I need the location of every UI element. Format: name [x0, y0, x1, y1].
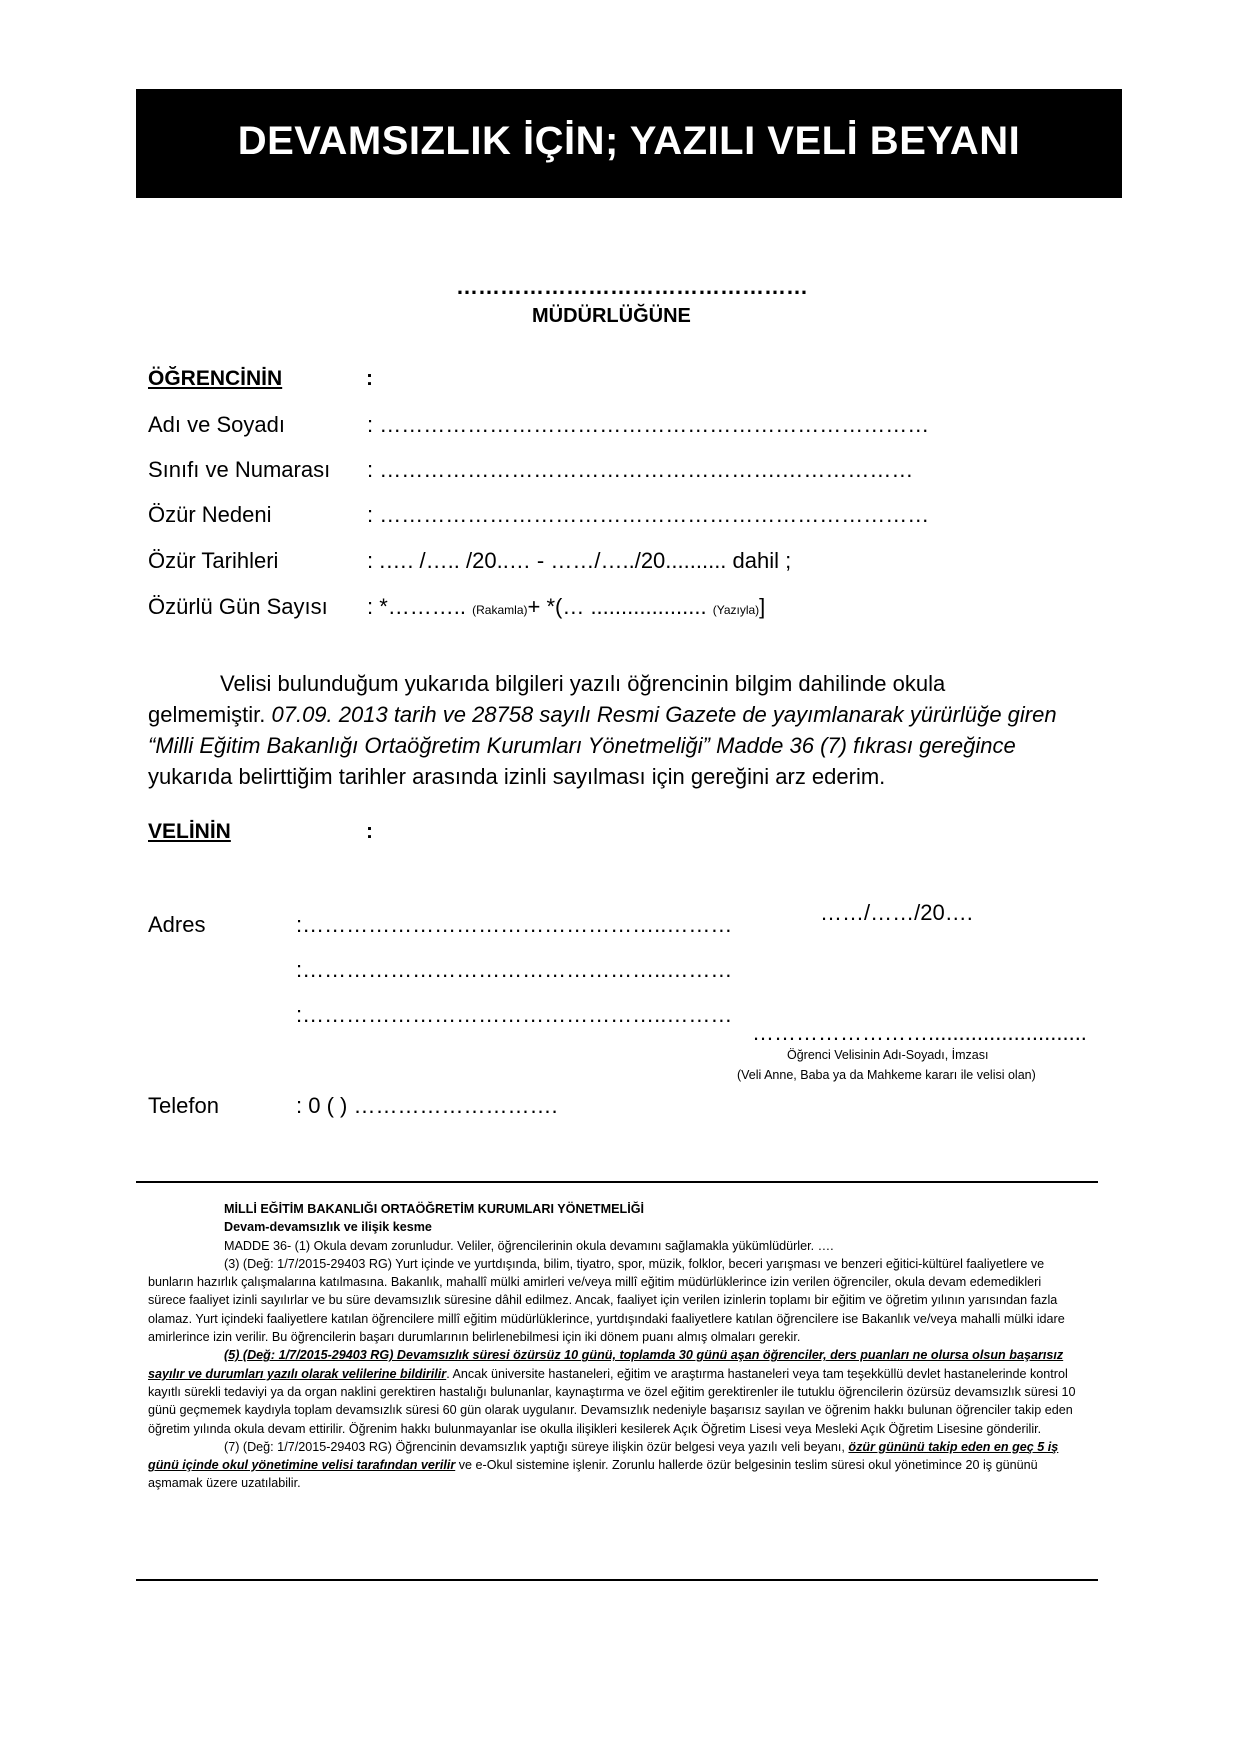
address-label: Adres — [148, 912, 206, 937]
absence-reason-field[interactable]: : ………………………………………………………………… — [367, 502, 930, 527]
address-field-1[interactable]: :…………………………………………..……… — [296, 912, 733, 937]
student-class-label: Sınıfı ve Numarası — [148, 457, 331, 482]
written-hint: (Yazıyla) — [712, 603, 760, 617]
absence-dates-field[interactable]: : .…. /….. /20..… - ……/…../20.......... dahil ; — [367, 548, 792, 573]
regulation-excerpt: MİLLİ EĞİTİM BAKANLIĞI ORTAÖĞRETİM KURUMLARI YÖNETMELİĞİ Devam-devamsızlık ve ilişik kesme MADDE 36- (1) Okula devam zorunludur. Veliler, öğrencilerinin okula devamını sağlamakla yükümlüdürler. …. (3) (Değ: 1/7/2015-29403 RG) Yurt içinde ve yurtdışında, bilim, tiyatro, spor, müzik, folklor, beceri yarışması ve benzeri eğitici-kültürel faaliyetlere ve bunların hazırlık çalışmalarına katılmasına. Bakanlık, mahallî mülki amirleri ve/veya millî eğitim müdürlüklerince izin verilen öğrenciler, okula devam edemedikleri sürece faaliyet izinli sayılırlar ve bu süre devamsızlık süresine dâhil edilmez. Ancak, faaliyet için verilen izinlerin toplamı bir eğitim ve öğretim yılının yarısından fazla olamaz. Yurt içindeki faaliyetlere katılan öğrencilere millî eğitim müdürlüklerince, yurtdışındaki faaliyetlere katılan öğrencilere ise Bakanlık ve/veya mahalli mülki idare amirlerince izin verilir. Bu öğrencilerin başarı durumlarının belirlenebilmesi için iki dönem puanı almış olmaları gerekir. (5) (Değ: 1/7/2015-29403 RG) Devamsızlık süresi özürsüz 10 günü, toplamda 30 günü aşan öğrenciler, ders puanları ne olursa olsun başarısız sayılır ve durumları yazılı olarak velilerine bildirilir. Ancak üniversite hastaneleri, eğitim ve araştırma hastaneleri veya tam teşekküllü devlet hastanelerinde kontrol kayıtlı sürekli tedaviyi ya da organ naklini gerektiren hastalığı bulunanlar, kaynaştırma ve özel eğitim gerektirenler ile tutuklu öğrencilerin özürsüz devamsızlık süresi 10 günü geçmemek kaydıyla toplam devamsızlık süresi 60 gün olarak uygulanır. Devamsızlık nedeniyle başarısız sayılan ve öğrenim hakkı bulunan öğrenciler takip eden öğretim yılında okula devam ettirilir. Öğrenim hakkı bulunmayanlar ise okulla ilişikleri kesilerek Açık Öğretim Lisesi veya Mesleki Açık Öğretim Lisesine gönderilir. (7) (Değ: 1/7/2015-29403 RG) Öğrencinin devamsızlık yaptığı süreye ilişkin özür belgesi veya yazılı veli beyanı, özür gününü takip eden en geç 5 iş günü içinde okul yönetimine velisi tarafından verilir ve e-Okul sistemine işlenir. Zorunlu hallerde özür belgesinin teslim süresi okul yönetimince 20 iş gününü aşmamak üzere uzatılabilir. — [148, 1202, 1076, 1491]
regulation-paragraph-7-emphasis: özür gününü takip eden en geç 5 iş günü içinde okul yönetimine velisi tarafından verilir — [148, 1439, 1059, 1473]
regulation-paragraph-3: (3) (Değ: 1/7/2015-29403 RG) Yurt içinde ve yurtdışında, bilim, tiyatro, spor, müzik, folklor, beceri yarışması ve benzeri eğitici-kültürel faaliyetlere ve bunların hazırlık çalışmalarına katılmasına. Bakanlık, mahallî mülki amirleri ve/veya millî eğitim müdürlüklerince izin verilen öğrenciler, okula devam edemedikleri sürece faaliyet izinli sayılırlar ve bu süre devamsızlık süresine dâhil edilmez. Ancak, faaliyet için verilen izinlerin toplamı bir eğitim ve öğretim yılının yarısından fazla olamaz. Yurt içindeki faaliyetlere katılan öğrencilere millî eğitim müdürlüklerince, yurtdışındaki faaliyetlere katılan öğrencilere ise Bakanlık ve/veya mahalli mülki idare amirlerince izin verilir. Bu öğrencilerin başarı durumlarının belirlenebilmesi için iki dönem puanı almış olmaları gerekir. — [148, 1256, 1065, 1345]
date-field[interactable]: ……/……/20…. — [820, 900, 973, 925]
regulation-subtitle: Devam-devamsızlık ve ilişik kesme — [224, 1220, 432, 1235]
divider-bottom — [136, 1579, 1098, 1581]
regulation-paragraph-5-emphasis: (5) (Değ: 1/7/2015-29403 RG) Devamsızlık süresi özürsüz 10 günü, toplamda 30 günü aşan öğrenciler, ders puanları ne olursa olsun başarısız sayılır ve durumları yazılı olarak velilerine bildirilir — [148, 1348, 1064, 1381]
divider-top — [136, 1181, 1098, 1183]
signature-note: (Veli Anne, Baba ya da Mahkeme kararı ile velisi olan) — [737, 1068, 1036, 1082]
regulation-paragraph-5: . Ancak üniversite hastaneleri, eğitim ve araştırma hastaneleri veya tam teşekküllü devlet hastanelerinde kontrol kayıtlı sürekli tedaviyi ya da organ naklini gerektiren hastalığı bulunanlar, kaynaştırma ve özel eğitim gerektirenler ile tutuklu öğrencilerin özürsüz devamsızlık süresi 10 günü geçmemek kaydıyla toplam devamsızlık süresi 60 gün olarak uygulanır. Devamsızlık nedeniyle başarısız sayılan ve öğrenim hakkı bulunan öğrenciler takip eden öğretim yılında okula devam ettirilir. Öğrenim hakkı bulunmayanlar ise okulla ilişikleri kesilerek Açık Öğretim Lisesi veya Mesleki Açık Öğretim Lisesine gönderilir. — [148, 1366, 1076, 1436]
addressee-dots: ………………………………………… — [456, 274, 808, 299]
phone-label: Telefon — [148, 1093, 219, 1118]
title-banner — [136, 89, 1122, 198]
numeric-hint: (Rakamla) — [472, 603, 528, 617]
regulation-title: MİLLİ EĞİTİM BAKANLIĞI ORTAÖĞRETİM KURUMLARI YÖNETMELİĞİ — [224, 1202, 645, 1216]
student-class-field[interactable]: : ……………………………………………….……………… — [367, 457, 914, 482]
regulation-paragraph-1: MADDE 36- (1) Okula devam zorunludur. Veliler, öğrencilerinin okula devamını sağlamakla yükümlüdürler. …. — [224, 1238, 834, 1253]
signature-caption: Öğrenci Velisinin Adı-Soyadı, İmzası — [787, 1048, 989, 1062]
student-name-field[interactable]: : ………………………………………………………………… — [367, 412, 930, 437]
addressee-label: MÜDÜRLÜĞÜNE — [532, 305, 691, 327]
phone-field[interactable]: : 0 ( ) ………………………. — [296, 1093, 558, 1118]
parent-statement: Velisi bulunduğum yukarıda bilgileri yazılı öğrencinin bilgim dahilinde okula gelmemiştir. 07.09. 2013 tarih ve 28758 sayılı Resmi Gazete de yayımlanarak yürürlüğe giren “Milli Eğitim Bakanlığı Ortaöğretim Kurumları Yönetmeliği” Madde 36 (7) fıkrası gereğince yukarıda belirttiğim tarihler arasında izinli sayılması için gereğini arz ederim. — [148, 671, 1057, 789]
student-heading: ÖĞRENCİNİN : — [148, 367, 373, 390]
regulation-paragraph-7: (7) (Değ: 1/7/2015-29403 RG) Öğrencinin devamsızlık yaptığı süreye ilişkin özür belgesi veya yazılı veli beyanı, — [224, 1439, 849, 1454]
parent-heading: VELİNİN : — [148, 820, 373, 843]
student-name-label: Adı ve Soyadı — [148, 412, 285, 437]
absence-reason-label: Özür Nedeni — [148, 502, 272, 527]
signature-line[interactable]: …………………….......................... — [752, 1020, 1087, 1045]
absence-days-field[interactable]: : *……….. (Rakamla)+ *(… ................... (Yazıyla)] — [367, 594, 766, 619]
absence-dates-label: Özür Tarihleri — [148, 548, 279, 573]
address-field-3[interactable]: :…………………………………………..……… — [296, 1002, 733, 1027]
absence-days-label: Özürlü Gün Sayısı — [148, 594, 328, 619]
address-field-2[interactable]: :…………………………………………..……… — [296, 957, 733, 982]
document-title: DEVAMSIZLIK İÇİN; YAZILI VELİ BEYANI — [237, 119, 1021, 163]
